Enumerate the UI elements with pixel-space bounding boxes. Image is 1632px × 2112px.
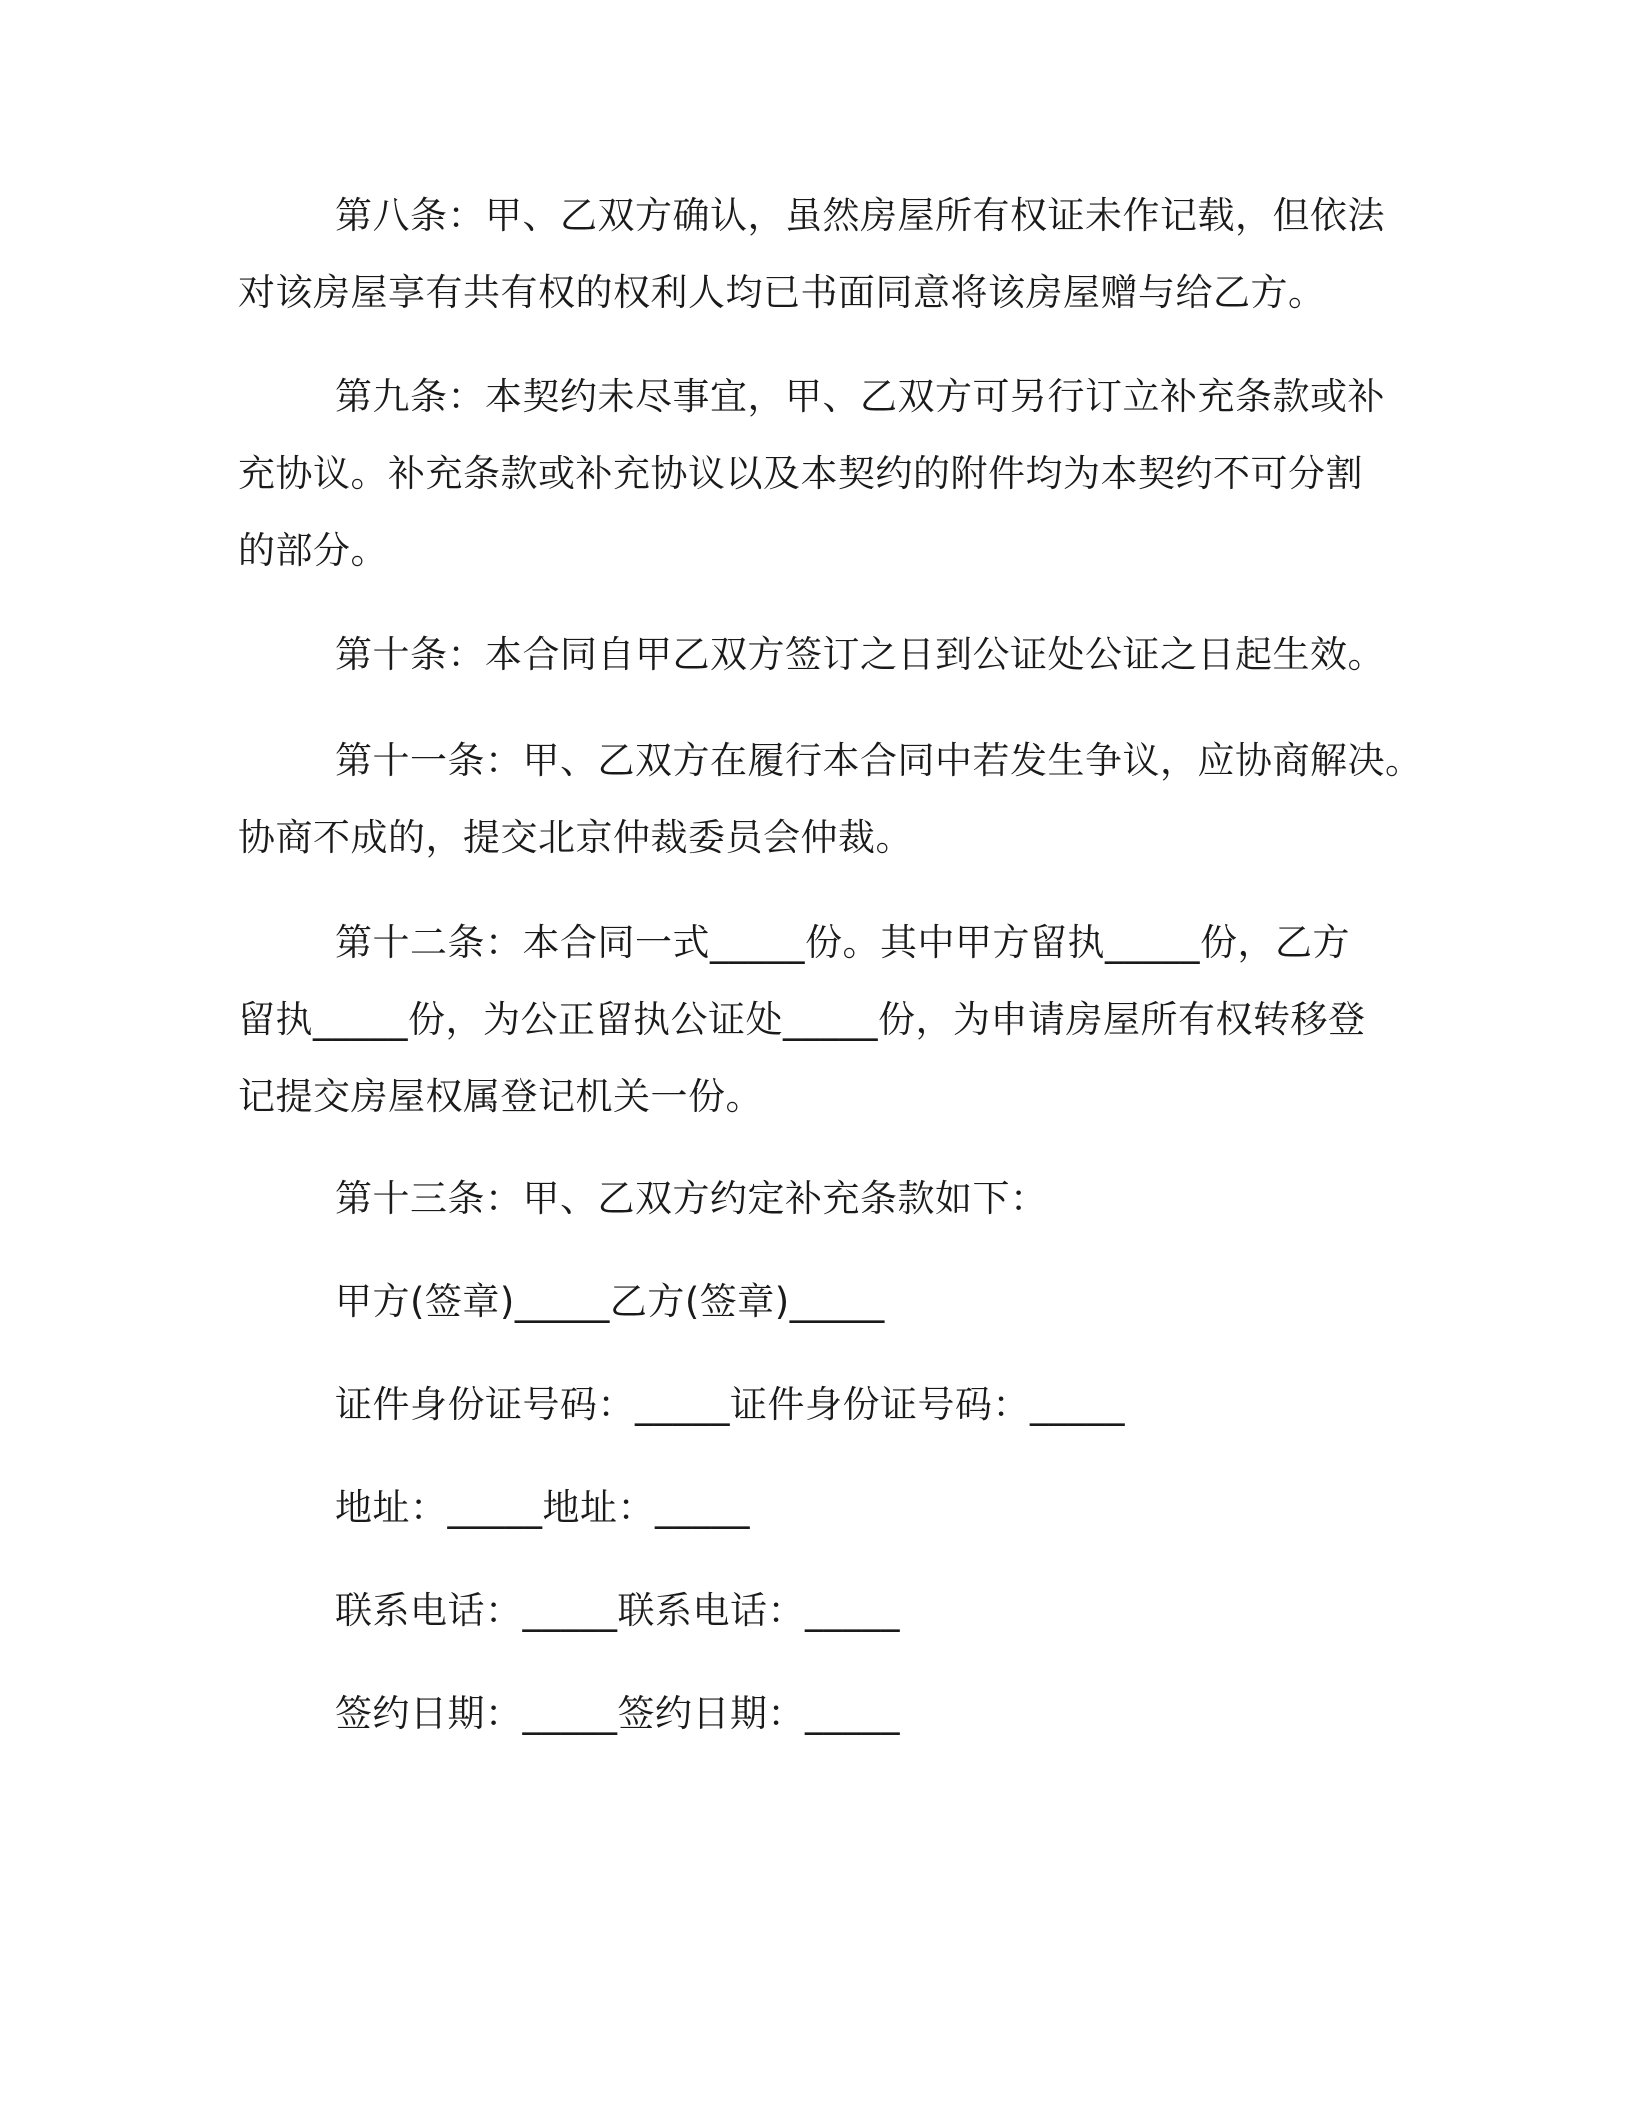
signature-phone: 联系电话：_____联系电话：_____ — [335, 1589, 900, 1632]
signature-id-number: 证件身份证号码：_____证件身份证号码：_____ — [335, 1383, 1125, 1426]
signature-date: 签约日期：_____签约日期：_____ — [335, 1692, 900, 1735]
signature-address: 地址：_____地址：_____ — [335, 1486, 750, 1529]
article-11 — [238, 722, 1423, 876]
signature-id-line — [238, 1366, 1398, 1443]
article-9 — [238, 358, 1398, 589]
article-12-line-3: 记提交房屋权属登记机关一份。 — [238, 1075, 763, 1118]
article-8 — [238, 177, 1398, 331]
article-10 — [238, 616, 1398, 693]
article-12 — [238, 904, 1398, 1135]
article-13-line-1: 第十三条：甲、乙双方约定补充条款如下： — [335, 1177, 1048, 1220]
article-9-line-3: 的部分。 — [238, 529, 388, 572]
article-11-line-1: 第十一条：甲、乙双方在履行本合同中若发生争议，应协商解决。 — [335, 739, 1423, 782]
article-9-line-2: 充协议。补充条款或补充协议以及本契约的附件均为本契约不可分割 — [238, 452, 1363, 495]
signature-seal: 甲方(签章)_____乙方(签章)_____ — [335, 1280, 885, 1323]
signature-address-line — [238, 1469, 1398, 1546]
article-11-line-2: 协商不成的，提交北京仲裁委员会仲裁。 — [238, 816, 913, 859]
signature-phone-line — [238, 1572, 1398, 1649]
article-9-line-1: 第九条：本契约未尽事宜，甲、乙双方可另行订立补充条款或补 — [335, 375, 1385, 418]
article-13 — [238, 1160, 1398, 1237]
article-12-line-2: 留执_____份，为公正留执公证处_____份，为申请房屋所有权转移登 — [238, 998, 1366, 1041]
article-10-line-1: 第十条：本合同自甲乙双方签订之日到公证处公证之日起生效。 — [335, 633, 1385, 676]
article-8-line-2: 对该房屋享有共有权的权利人均已书面同意将该房屋赠与给乙方。 — [238, 271, 1326, 314]
article-8-line-1: 第八条：甲、乙双方确认，虽然房屋所有权证未作记载，但依法 — [335, 194, 1385, 237]
signature-seal-line — [238, 1263, 1398, 1340]
article-12-line-1: 第十二条：本合同一式_____份。其中甲方留执_____份，乙方 — [335, 921, 1350, 964]
signature-date-line — [238, 1675, 1398, 1752]
